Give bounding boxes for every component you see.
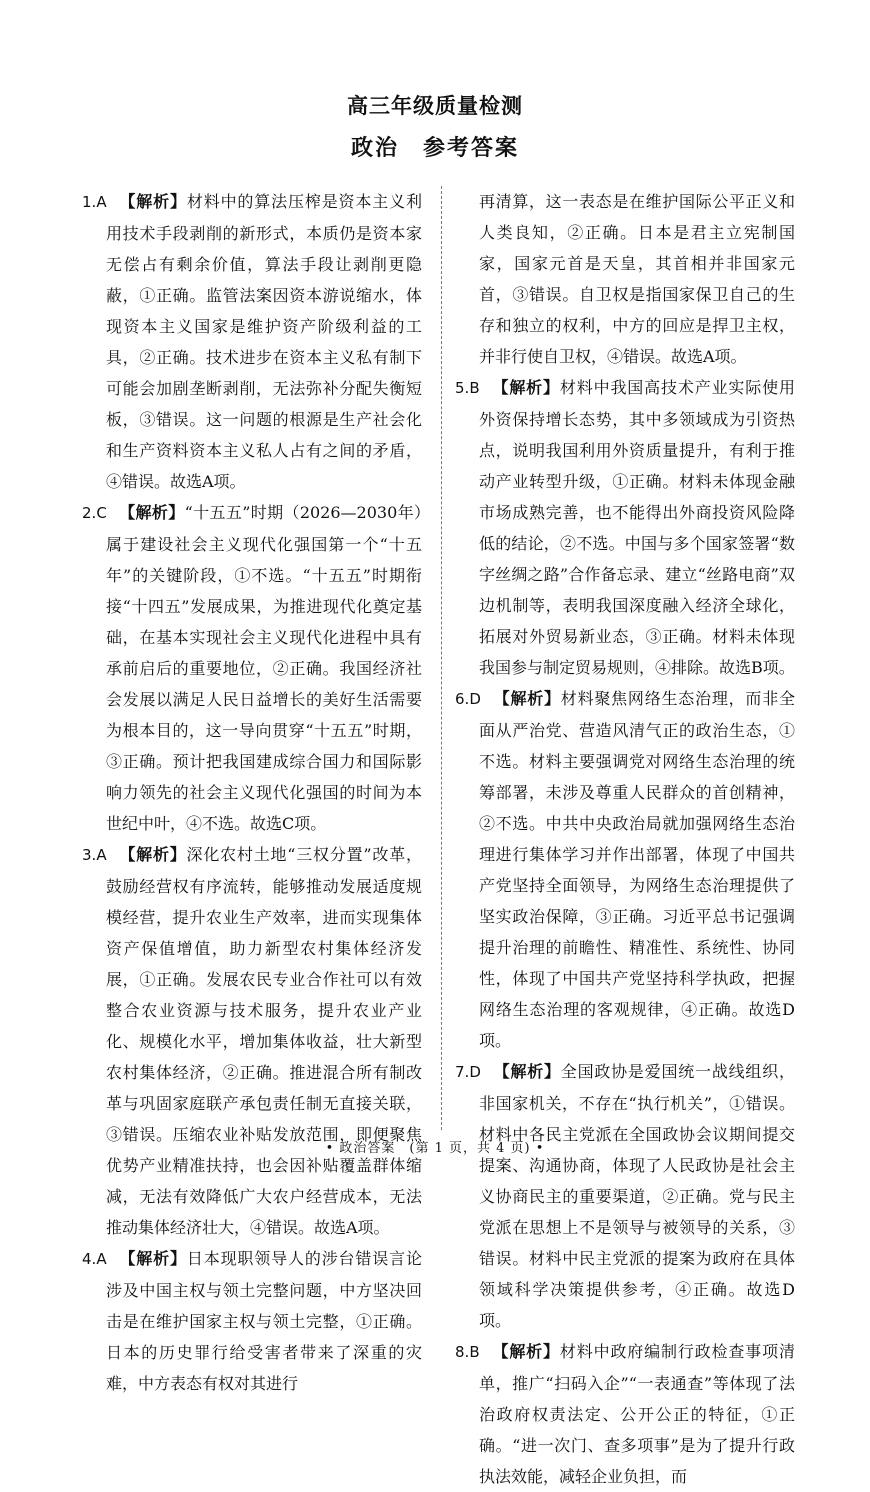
answer-choice: D	[469, 1063, 481, 1081]
analysis-text: 材料中的算法压榨是资本主义利用技术手段剥削的新形式，本质仍是资本家无偿占有剩余价值，算法手段让剥削更隐蔽，①正确。监管法案因资本游说缩水，体现资本主义国家是维护资产阶级利益的工具，②正确。技术进步在资本主义私有制下可能会加剧垄断剥削，无法弥补分配失衡短板，③错误。这一问题的根源是生产社会化和生产资料资本主义私人占有之间的矛盾，④错误。故选A项。	[106, 192, 422, 491]
answer-choice: C	[96, 504, 107, 522]
item-number: 5.	[455, 379, 470, 397]
answer-item-8	[455, 1336, 795, 1492]
answer-item-5	[455, 372, 795, 683]
analysis-tag: 【解析】	[118, 192, 187, 211]
item-number: 8.	[455, 1343, 470, 1361]
analysis-text: 材料中我国高技术产业实际使用外资保持增长态势，其中多领域成为引资热点，说明我国利用外资质量提升，有利于推动产业转型升级，①正确。材料未体现金融市场成熟完善，也不能得出外商投资风险降低的结论，②不选。中国与多个国家签署“数字丝绸之路”合作备忘录、建立“丝路电商”双边机制等，表明我国深度融入经济全球化，拓展对外贸易新业态，③正确。材料未体现我国参与制定贸易规则，④排除。故选B项。	[479, 378, 795, 677]
item-number: 4.	[82, 1250, 97, 1268]
answer-choice: A	[96, 1250, 107, 1268]
analysis-text: 全国政协是爱国统一战线组织，非国家机关，不存在“执行机关”，①错误。材料中各民主党派在全国政协会议期间提交提案、沟通协商，体现了人民政协是社会主义协商民主的重要渠道，②正确。党与民主党派在思想上不是领导与被领导的关系，③错误。材料中民主党派的提案为政府在具体领域科学决策提供参考，④正确。故选D项。	[479, 1062, 795, 1330]
analysis-text: 再清算，这一表态是在维护国际公平正义和人类良知，②正确。日本是君主立宪制国家，国家元首是天皇，其首相并非国家元首，③错误。自卫权是指国家保卫自己的生存和独立的权利，中方的回应是捍卫主权，并非行使自卫权，④错误。故选A项。	[479, 192, 795, 366]
analysis-text: 日本现职领导人的涉台错误言论涉及中国主权与领土完整问题，中方坚决回击是在维护国家主权与领土完整，①正确。日本的历史罪行给受害者带来了深重的灾难，中方表态有权对其进行	[106, 1249, 422, 1393]
answer-choice: A	[96, 193, 107, 211]
analysis-tag: 【解析】	[491, 1342, 560, 1361]
analysis-tag: 【解析】	[492, 689, 561, 708]
page-footer: • 政治答案 (第 1 页，共 4 页) •	[325, 1141, 545, 1156]
item-number: 3.	[82, 846, 97, 864]
analysis-text: 材料中政府编制行政检查事项清单，推广“扫码入企”“一表通查”等体现了法治政府权责法定、公开公正的特征，①正确。“进一次门、查多项事”是为了提升行政执法效能，减轻企业负担，而	[479, 1342, 795, 1486]
analysis-tag: 【解析】	[492, 1062, 561, 1081]
analysis-tag: 【解析】	[118, 1249, 187, 1268]
answer-choice: B	[469, 379, 480, 397]
item-number: 2.	[82, 504, 97, 522]
analysis-text: “十五五”时期（2026—2030年）属于建设社会主义现代化强国第一个“十五年”的关键阶段，①不选。“十五五”时期衔接“十四五”发展成果，为推进现代化奠定基础，在基本实现社会主义现代化进程中具有承前启后的重要地位，②正确。我国经济社会发展以满足人民日益增长的美好生活需要为根本目的，这一导向贯穿“十五五”时期，③正确。预计把我国建成综合国力和国际影响力领先的社会主义现代化强国的时间为本世纪中叶，④不选。故选C项。	[106, 503, 422, 833]
analysis-text: 材料聚焦网络生态治理，而非全面从严治党、营造风清气正的政治生态，①不选。材料主要强调党对网络生态治理的统筹部署，未涉及尊重人民群众的首创精神，②不选。中共中央政治局就加强网络生态治理进行集体学习并作出部署，体现了中国共产党坚持全面领导，为网络生态治理提供了坚实政治保障，③正确。习近平总书记强调提升治理的前瞻性、精准性、系统性、协同性，体现了中国共产党坚持科学执政，把握网络生态治理的客观规律，④正确。故选D项。	[479, 689, 795, 1050]
answer-item-4-continued	[455, 186, 795, 372]
answer-item-1	[82, 186, 422, 497]
document-title: 高三年级质量检测	[347, 93, 523, 118]
analysis-tag: 【解析】	[491, 378, 560, 397]
analysis-text: 深化农村土地“三权分置”改革，鼓励经营权有序流转，能够推动发展适度规模经营，提升农业生产效率，进而实现集体资产保值增值，助力新型农村集体经济发展，①正确。发展农民专业合作社可以有效整合农业资源与技术服务，提升农业产业化、规模化水平，增加集体收益，壮大新型农村集体经济，②正确。推进混合所有制改革与巩固家庭联产承包责任制无直接关联，③错误。压缩农业补贴发放范围，即便聚焦优势产业精准扶持，也会因补贴覆盖群体缩减，无法有效降低广大农户经营成本，无法推动集体经济壮大，④错误。故选A项。	[106, 845, 422, 1237]
answer-item-6	[455, 683, 795, 1056]
column-divider	[441, 186, 442, 1130]
analysis-tag: 【解析】	[118, 503, 185, 522]
answer-item-4	[82, 1243, 422, 1399]
answer-item-7	[455, 1056, 795, 1336]
item-number: 1.	[82, 193, 97, 211]
left-column	[82, 186, 422, 1399]
right-column	[455, 186, 795, 1492]
answer-item-3	[82, 839, 422, 1243]
answer-choice: A	[96, 846, 107, 864]
answer-choice: B	[469, 1343, 480, 1361]
item-number: 6.	[455, 690, 470, 708]
answer-item-2	[82, 497, 422, 839]
item-number: 7.	[455, 1063, 470, 1081]
analysis-tag: 【解析】	[118, 845, 187, 864]
document-subtitle: 政治 参考答案	[350, 135, 519, 161]
answer-choice: D	[469, 690, 481, 708]
